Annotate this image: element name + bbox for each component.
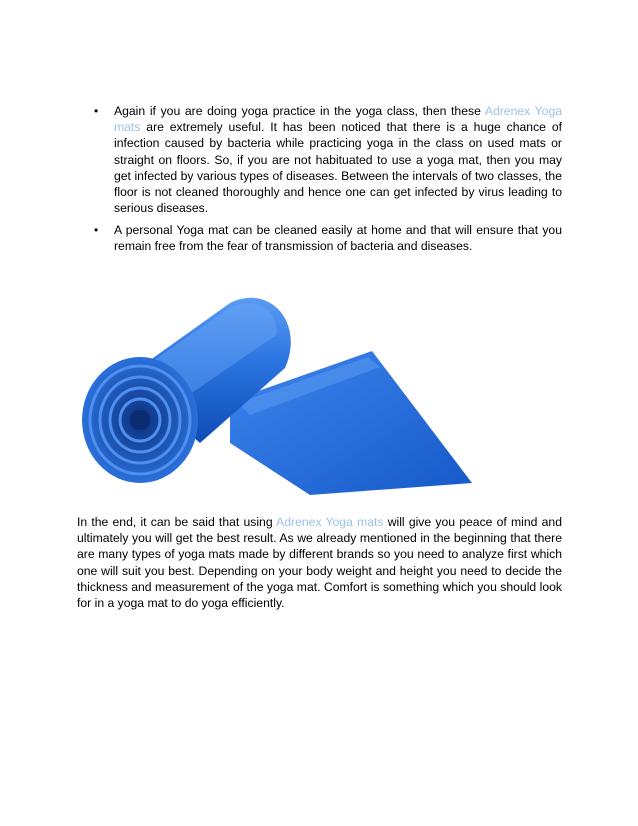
- rolled-yoga-mat-image: [80, 283, 472, 495]
- bullet-text: A personal Yoga mat can be cleaned easily at home and that will ensure that you remain free from the fear of transmission of bacteria and diseases.: [114, 223, 562, 254]
- bullet-item-personal-mat: [94, 222, 562, 254]
- bullet-marker: •: [94, 104, 99, 118]
- adrenex-yoga-mats-link[interactable]: Adrenex Yoga mats: [114, 104, 562, 135]
- bullet-text-start: Again if you are doing yoga practice in the yoga class, then these: [114, 104, 485, 118]
- conclusion-text-start: In the end, it can be said that using: [77, 515, 277, 529]
- mat-spiral-center: [130, 410, 150, 430]
- bullet-item-shared-mats: [94, 103, 562, 216]
- adrenex-yoga-mats-link[interactable]: Adrenex Yoga mats: [276, 515, 384, 529]
- conclusion-text-end: will give you peace of mind and ultimately you will get the best result. As we already mentioned in the beginning that there are many types of yoga mats made by different brands so you need to analyze first which one will suit you best. Depending on your body weight and height you need to decide the thickness and measurement of the yoga mat. Comfort is something which you should look for in a yoga mat to do yoga efficiently.: [77, 515, 562, 611]
- bullet-marker: •: [94, 223, 99, 237]
- bullet-text-end: are extremely useful. It has been noticed that there is a huge chance of infection caused by bacteria while practicing yoga in the class on used mats or straight on floors. So, if you are not habituated to use a yoga mat, then you may get infected by various types of diseases. Between the intervals of two classes, the floor is not cleaned thoroughly and hence one can get infected by virus leading to serious diseases.: [114, 120, 562, 216]
- conclusion-paragraph: [77, 514, 562, 611]
